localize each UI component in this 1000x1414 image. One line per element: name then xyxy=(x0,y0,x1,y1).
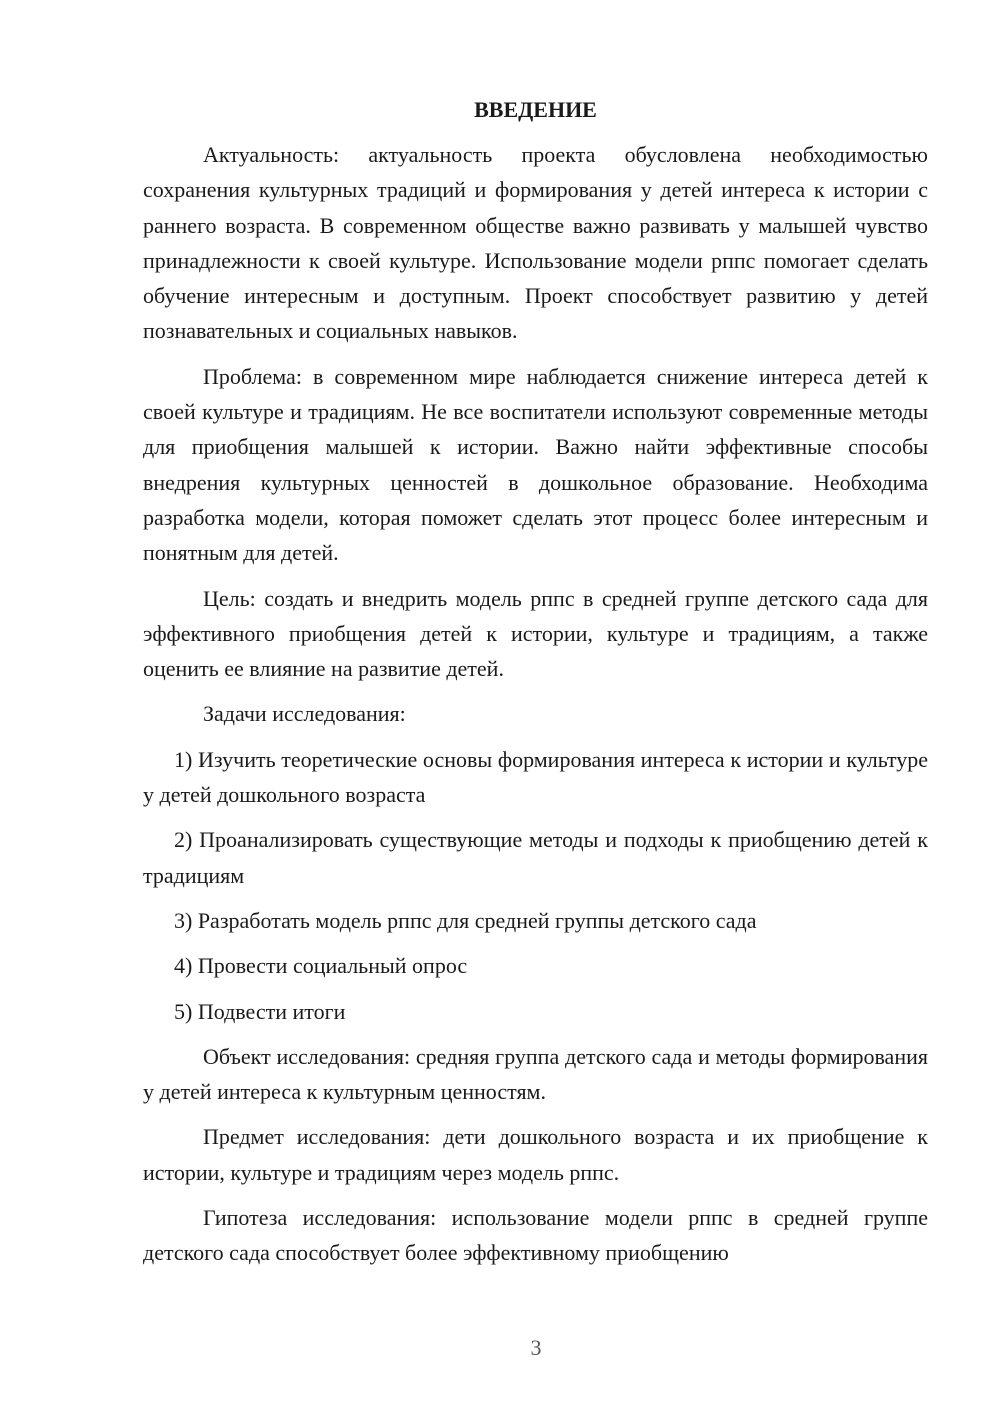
paragraph-goal: Цель: создать и внедрить модель рппс в средней группе детского сада для эффективного приобщения детей к истории, культуре и традициям, а также оценить ее влияние на развитие детей. xyxy=(143,585,928,682)
task-item-3: 3) Разработать модель рппс для средней группы детского сада xyxy=(174,907,757,933)
task-item-5: 5) Подвести итоги xyxy=(174,998,346,1024)
document-page xyxy=(143,92,928,1271)
paragraph-object: Объект исследования: средняя группа детского сада и методы формирования у детей интереса к культурным ценностям. xyxy=(143,1043,928,1105)
paragraph-subject: Предмет исследования: дети дошкольного возраста и их приобщение к истории, культуре и традициям через модель рппс. xyxy=(143,1124,928,1185)
paragraph-relevance: Актуальность: актуальность проекта обусловлена необходимостью сохранения культурных традиций и формирования у детей интереса к истории с раннего возраста. В современном обществе важно развивать у малышей чувство принадлежности к своей культуре. Использование модели рппс помогает сделать обучение интересным и доступным. Проект способствует развитию у детей познавательных и социальных навыков. xyxy=(143,142,928,344)
page-title: ВВЕДЕНИЕ xyxy=(474,97,597,122)
task-item-2: 2) Проанализировать существующие методы и подходы к приобщению детей к традициям xyxy=(143,827,928,888)
task-item-4: 4) Провести социальный опрос xyxy=(174,953,468,979)
paragraph-hypothesis: Гипотеза исследования: использование модели рппс в средней группе детского сада способствует более эффективному приобщению xyxy=(143,1205,928,1266)
page-number: 3 xyxy=(530,1335,542,1360)
task-item-1: 1) Изучить теоретические основы формирования интереса к истории и культуре у детей дошкольного возраста xyxy=(143,746,928,808)
paragraph-problem: Проблема: в современном мире наблюдается снижение интереса детей к своей культуре и традициям. Не все воспитатели используют современные методы для приобщения малышей к истории. Важно найти эффективные способы внедрения культурных ценностей в дошкольное образование. Необходима разработка модели, которая поможет сделать этот процесс более интересным и понятным для детей. xyxy=(143,363,928,566)
paragraph-tasks-heading: Задачи исследования: xyxy=(203,701,406,727)
